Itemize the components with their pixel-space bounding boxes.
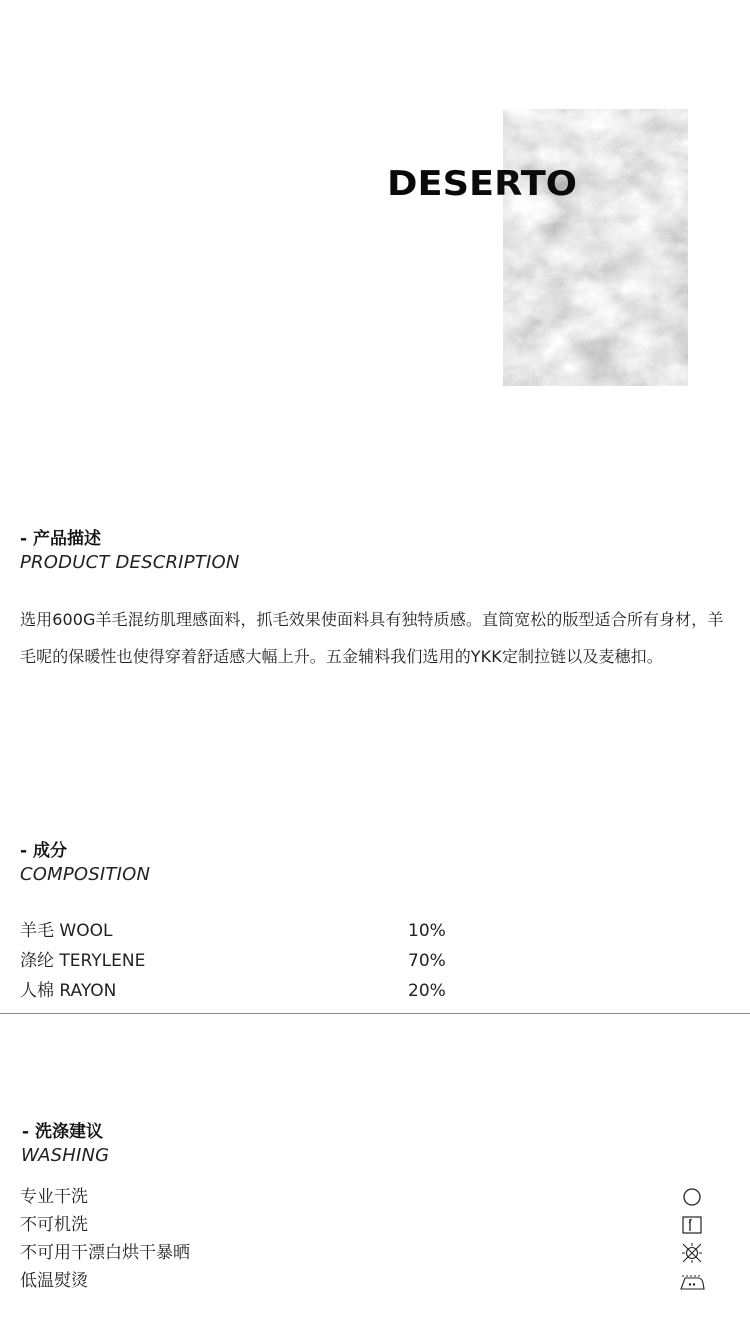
description-heading: - 产品描述	[20, 529, 101, 549]
section-divider	[0, 1013, 750, 1014]
washing-label: 专业干洗	[20, 1187, 88, 1207]
dry-clean-circle-icon	[680, 1186, 706, 1208]
composition-heading: - 成分	[20, 841, 67, 861]
washing-row	[20, 1183, 710, 1211]
composition-material: 羊毛 WOOL	[20, 921, 113, 941]
fabric-texture-image	[503, 109, 688, 386]
composition-percent: 70%	[408, 951, 446, 971]
washing-label: 不可机洗	[20, 1215, 88, 1235]
composition-material: 人棉 RAYON	[20, 981, 117, 1001]
washing-subheading: WASHING	[21, 1145, 110, 1166]
washing-row	[20, 1267, 710, 1295]
composition-material: 涤纶 TERYLENE	[20, 951, 146, 971]
washing-heading: - 洗涤建议	[22, 1122, 103, 1142]
composition-row	[20, 946, 720, 976]
composition-percent: 20%	[408, 981, 446, 1001]
composition-row	[20, 976, 720, 1006]
washing-row	[20, 1211, 710, 1239]
composition-subheading: COMPOSITION	[20, 864, 151, 885]
description-subheading: PRODUCT DESCRIPTION	[20, 552, 240, 573]
no-machine-wash-icon	[680, 1214, 706, 1236]
washing-row	[20, 1239, 710, 1267]
washing-label: 不可用干漂白烘干暴晒	[20, 1243, 190, 1263]
composition-percent: 10%	[408, 921, 446, 941]
composition-row	[20, 916, 720, 946]
description-text: 选用600G羊毛混纺肌理感面料，抓毛效果使面料具有独特质感。直筒宽松的版型适合所有身材，羊毛呢的保暖性也使得穿着舒适感大幅上升。五金辅料我们选用的YKK定制拉链以及麦穗扣。	[20, 610, 724, 666]
no-bleach-tumble-icon	[680, 1242, 706, 1264]
low-iron-icon	[680, 1270, 706, 1292]
washing-label: 低温熨烫	[20, 1271, 88, 1291]
brand-logo: DESERTO	[387, 164, 577, 204]
